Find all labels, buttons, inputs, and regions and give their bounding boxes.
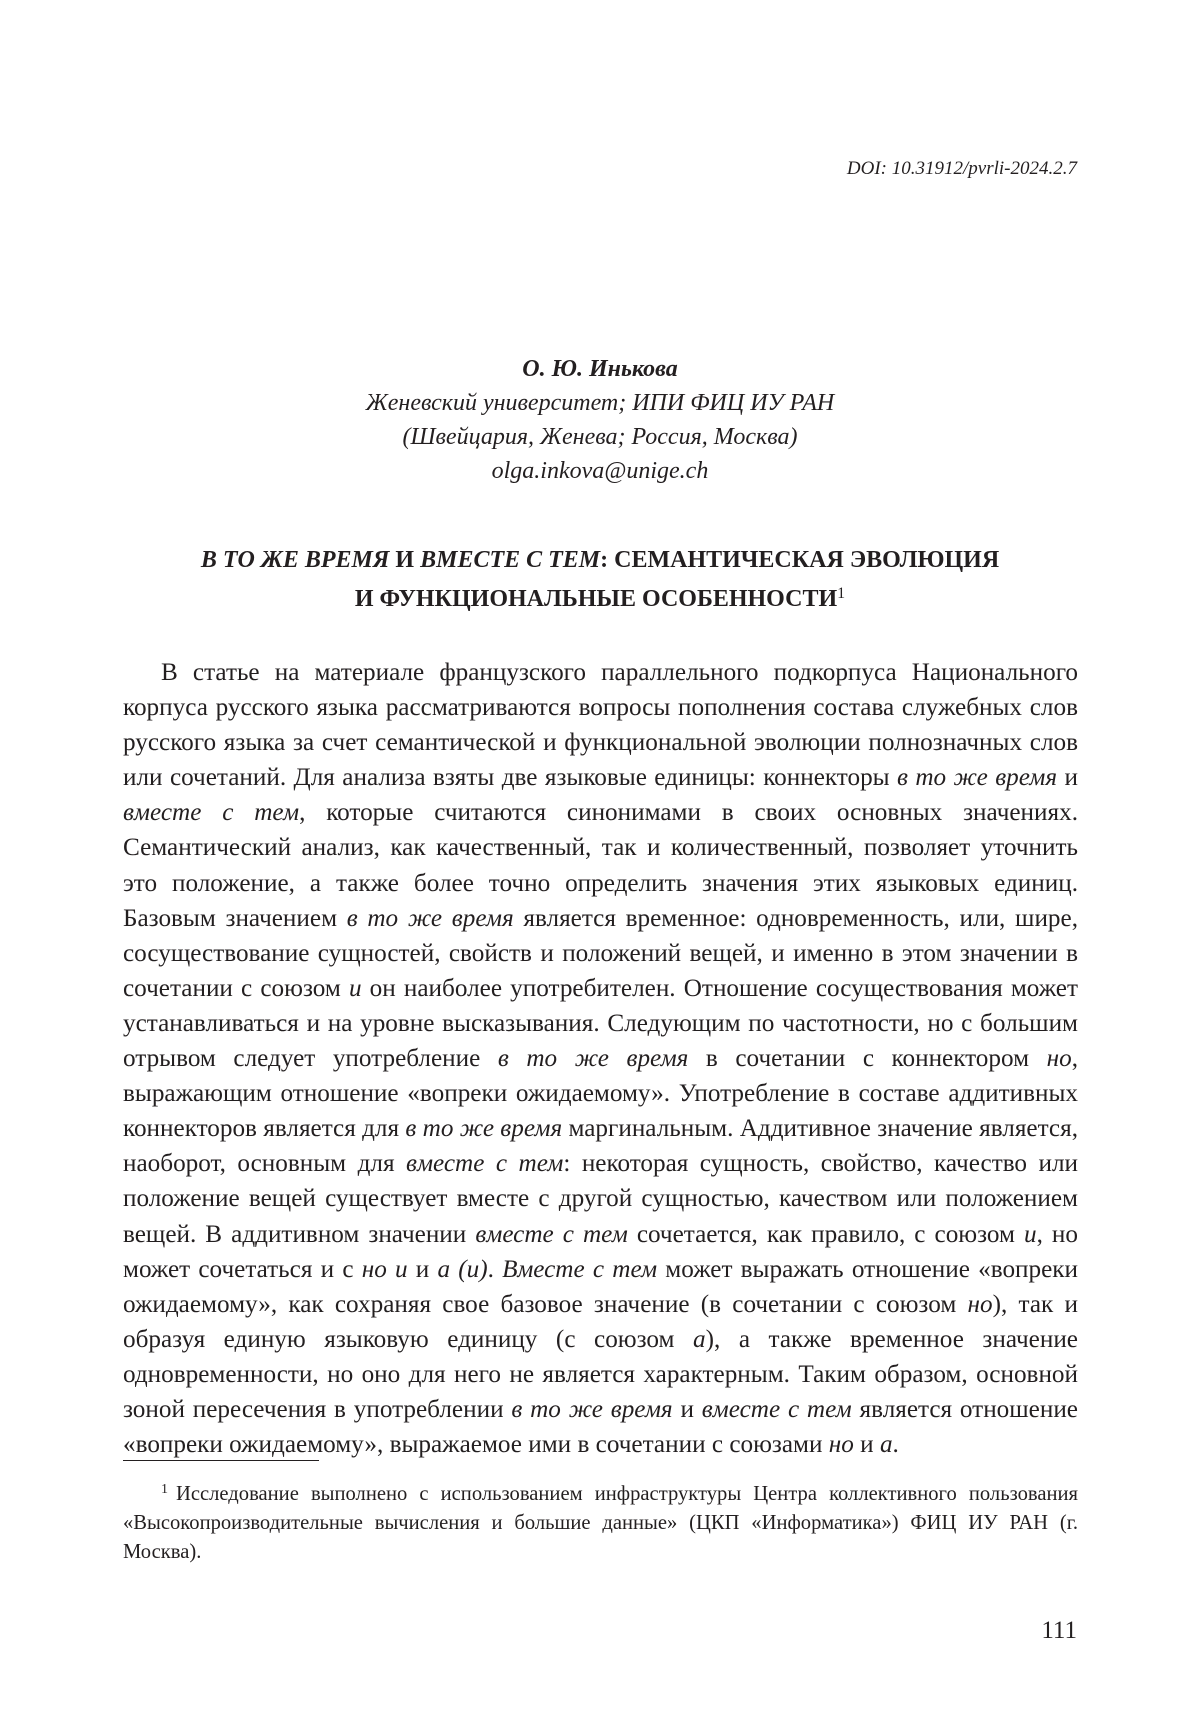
abstract-text: сочетается, как правило, с союзом [627, 1220, 1024, 1248]
abstract-term: в то же время [897, 764, 1058, 792]
abstract-term: в то же время [405, 1115, 563, 1143]
abstract-text: в сочетании с коннектором [688, 1045, 1047, 1073]
abstract-text: маргинальным. Аддитивное значение является, наоборот, основным для [123, 1115, 1078, 1178]
abstract-term: а [693, 1325, 706, 1353]
abstract-text: и [672, 1395, 702, 1423]
abstract-term: Вместе с тем [502, 1255, 658, 1283]
footnote [123, 1475, 1078, 1567]
title-term-1: В ТО ЖЕ ВРЕМЯ [200, 547, 390, 573]
abstract-text: является временное: одновременность, или, шире, сосуществование сущностей, свойств и положений вещей, и именно в этом значении в сочетании с союзом [123, 904, 1078, 1002]
abstract-term: а [879, 1431, 893, 1459]
abstract-text: В статье на материале французского параллельного подкорпуса Национального корпуса русского языка рассматриваются вопросы пополнения состава служебных слов русского языка за счет семантической и функциональной эволюции полнозначных слов или сочетаний. Для анализа взяты две языковые единицы: коннекторы [123, 659, 1078, 792]
footnote-mark: 1 [161, 1482, 168, 1497]
footnote-text: Исследование выполнено с использованием инфраструктуры Центра коллективного пользования «Высокопроизводительные вычисления и большие данные» (ЦКП «Информатика») ФИЦ ИУ РАН (г. Москва). [123, 1483, 1078, 1563]
abstract-text: он наиболее употребителен. Отношение сосуществования может устанавливаться и на уровне высказывания. Следующим по частотности, но с большим отрывом следует употребление [123, 974, 1078, 1073]
abstract-term: вместе с тем [406, 1150, 564, 1178]
abstract-text: и [407, 1255, 438, 1283]
abstract-text: и [1057, 764, 1079, 792]
abstract-term: и [1024, 1220, 1037, 1248]
author-name: О. Ю. Инькова [522, 356, 678, 382]
abstract-term: в то же время [497, 1045, 689, 1073]
title-conjunction: И [389, 547, 421, 573]
title-line-2 [120, 577, 1080, 616]
abstract-text: и [853, 1431, 880, 1459]
abstract-text: , но может сочетаться и с [123, 1220, 1078, 1283]
abstract-text: . [892, 1431, 899, 1459]
footnote-divider [123, 1460, 319, 1461]
abstract-term: но и [361, 1255, 408, 1283]
abstract-text: ), так и образуя единую языковую единицу (с союзом [123, 1290, 1078, 1353]
abstract-text: : некоторая сущность, свойство, качество или положение вещей существует вместе с другой сущностью, качеством или положением вещей. В аддитивном значении [123, 1150, 1079, 1248]
article-title [120, 543, 1080, 616]
abstract-term: но [828, 1431, 854, 1459]
abstract-term: вместе с тем [123, 799, 300, 827]
author-location: (Швейцария, Женева; Россия, Москва) [402, 424, 798, 450]
title-line-2-text: И ФУНКЦИОНАЛЬНЫЕ ОСОБЕННОСТИ [354, 586, 838, 612]
title-subtitle: : СЕМАНТИЧЕСКАЯ ЭВОЛЮЦИЯ [600, 547, 1000, 573]
abstract-term: но [967, 1290, 993, 1318]
abstract-paragraph [123, 655, 1078, 1462]
abstract-term: вместе с тем [475, 1220, 628, 1248]
page-number: 111 [1041, 1617, 1077, 1644]
abstract-term: а (и) [437, 1255, 488, 1283]
abstract-term: вместе с тем [701, 1395, 852, 1423]
author-block [0, 352, 1200, 488]
doi-label: DOI: 10.31912/pvrli-2024.2.7 [846, 158, 1077, 179]
abstract-term: в то же время [511, 1395, 673, 1423]
abstract-term: но [1046, 1045, 1072, 1073]
author-email: olga.inkova@unige.ch [491, 458, 709, 484]
abstract-text: является отношение «вопреки ожидаемому», выражаемое ими в сочетании с союзами [123, 1395, 1078, 1459]
abstract-text: . [487, 1255, 503, 1283]
abstract-text: , выражающим отношение «вопреки ожидаемому». Употребление в составе аддитивных коннекторов является для [123, 1045, 1078, 1143]
title-term-2: ВМЕСТЕ С ТЕМ [420, 547, 601, 573]
abstract-term: и [348, 974, 362, 1002]
title-footnote-mark: 1 [837, 585, 846, 602]
abstract-term: в то же время [346, 904, 514, 932]
title-line-1 [120, 543, 1080, 577]
abstract-text: ), а также временное значение одновременности, но оно для него не является характерным. Таким образом, основной зоной пересечения в употреблении [123, 1325, 1078, 1423]
author-affiliation: Женевский университет; ИПИ ФИЦ ИУ РАН [365, 390, 835, 416]
abstract-text: , которые считаются синонимами в своих основных значениях. Семантический анализ, как качественный, так и количественный, позволяет уточнить это положение, а также более точно определить значения этих языковых единиц. Базовым значением [123, 799, 1078, 932]
abstract-text: может выражать отношение «вопреки ожидаемому», как сохраняя свое базовое значение (в сочетании с союзом [123, 1255, 1079, 1318]
